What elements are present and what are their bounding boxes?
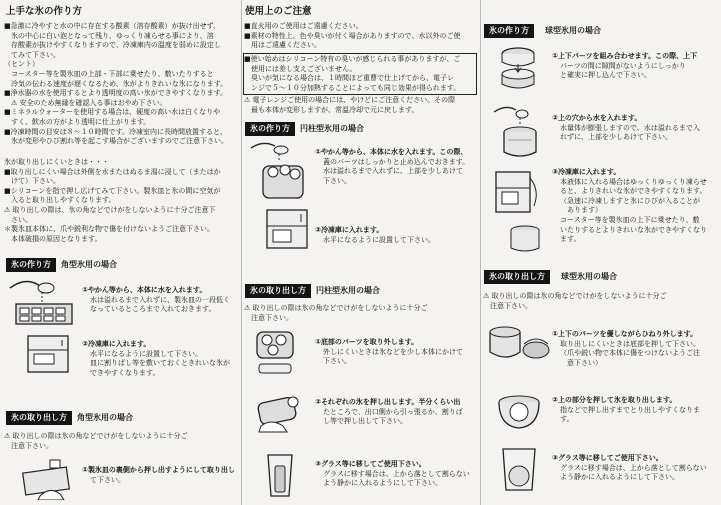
freezer-illustration <box>494 170 540 214</box>
text-line: てみて下さい。 <box>4 50 60 59</box>
column-middle <box>241 0 480 505</box>
step-line: グラス等に移してご使用下さい。 <box>557 454 663 462</box>
step-line: 上の穴から水を入れます。 <box>557 114 642 122</box>
step-number: ③ <box>552 454 558 462</box>
text-line: ■急激に冷やすと水の中に存在する酸素（溶存酸素）が抜け出せず、 <box>4 22 221 30</box>
text-line: ■シリコーンを指で押し広げてみて下さい。製氷皿と氷の間に空気が <box>4 186 221 195</box>
text-line: ■冷凍時間の目安は８～１０時間です。冷凍室内に長時間放置すると、 <box>4 127 228 136</box>
text-line: 氷の中心に白い泡となって残り、ゆっくり凍らせる事により、溶 <box>4 31 214 40</box>
step-line: できやすくなります。 <box>90 368 160 377</box>
step-line: し等で押し出して下さい。 <box>323 417 407 426</box>
step-text <box>552 52 697 62</box>
text-line: 本体破損の原因となります。 <box>4 234 102 243</box>
step-number: ① <box>552 52 558 60</box>
step-text <box>552 114 700 124</box>
make-step-1 <box>315 148 469 186</box>
take-header-cylinder <box>245 284 380 298</box>
section-label: 氷の作り方 <box>245 122 295 136</box>
make-header-sphere <box>484 24 601 38</box>
step-line: 上下パーツを組み合わせます。この際、上下 <box>557 52 698 60</box>
text-line: ⚠ 取り出しの際は氷の角などでけがをしないように十分ご <box>483 292 667 300</box>
step-text <box>82 466 235 476</box>
section-label: 氷の取り出し方 <box>6 411 72 425</box>
step-text <box>315 226 435 236</box>
step-line: 冷凍庫に入れます。 <box>320 226 384 234</box>
step-line: 指などで押し出すまでとり出しやすくなりま <box>560 405 700 414</box>
microwave-warning <box>244 96 455 115</box>
section-subtitle: 角型氷用の場合 <box>61 260 117 269</box>
step-line: ます。 <box>560 235 581 244</box>
glass-with-sphere-illustration <box>500 446 538 492</box>
section-label: 氷の作り方 <box>484 24 534 38</box>
step-line: よう静かに入れるようにして下さい。 <box>323 479 442 488</box>
step-line: 下さい。 <box>323 357 351 366</box>
step-text <box>82 286 230 296</box>
section-label: 氷の作り方 <box>6 258 56 272</box>
freezer-illustration <box>26 334 70 374</box>
take-header-sphere <box>484 270 617 284</box>
take-step-2 <box>552 396 700 425</box>
step-line: と確実に押し込んで下さい。 <box>560 71 651 80</box>
take-warning <box>4 432 188 451</box>
text-line: 注意下さい。 <box>244 313 293 322</box>
column-left <box>0 0 241 505</box>
step-line: 水量体が膨張しますので、水は溢れるまで入 <box>560 123 700 132</box>
step-line: グラスに移す場合は、上から落として割らない <box>323 469 470 478</box>
take-step-1 <box>82 466 235 485</box>
step-line: たところで、出口側から引っ張るか、割りば <box>323 407 463 416</box>
text-line: ⚠ 安全のため無縁を確認入る事はおやめ下さい。 <box>4 98 167 107</box>
make-header-cylinder <box>245 122 364 136</box>
step-line: グラスに移す場合は、上から落として割らない <box>560 463 707 472</box>
step-text <box>315 338 463 348</box>
step-line: あります） <box>560 206 602 215</box>
step-line: よう静かに入れるようにして下さい。 <box>560 473 679 482</box>
step-number: ② <box>552 114 558 122</box>
step-text <box>315 460 470 470</box>
take-step-2 <box>315 398 463 427</box>
step-line: 水平になるように設置して下さい。 <box>90 349 202 358</box>
fold-line <box>241 0 242 505</box>
text-line: 入ると取り出しやすくなります。 <box>4 196 116 205</box>
step-number: ① <box>315 148 321 156</box>
make-step-2 <box>552 114 700 143</box>
text-line: 用はご遠慮ください。 <box>244 41 321 50</box>
step-text <box>552 396 700 406</box>
usage-notes <box>244 22 460 51</box>
take-step-3 <box>552 454 707 483</box>
text-line: 使用には差し支えございません。 <box>244 64 357 73</box>
freezer-illustration <box>265 208 309 250</box>
step-line: 外しにくいときは氷などを少し本体にかけて <box>323 347 463 356</box>
text-line: ⚠ 取り出しの際は氷の角などでけがをしないように十分ご <box>4 432 188 440</box>
section-title-ice-making-tips: 上手な氷の作り方 <box>6 6 83 17</box>
step-line: 上下のパーツを優しながらひねり外します。 <box>557 330 698 338</box>
make-step-1 <box>552 52 697 81</box>
text-line: ⚠ 電子レンジご使用の場合には、やけどにご注意ください。その際 <box>244 96 456 104</box>
step-number: ① <box>82 286 88 294</box>
column-right <box>480 0 721 505</box>
step-line: 冷凍庫に入れます。 <box>557 168 621 176</box>
step-text <box>552 330 700 340</box>
take-step-1 <box>315 338 463 367</box>
step-number: ② <box>82 340 88 348</box>
step-text <box>82 340 230 350</box>
text-line: 氷が取り出しにくいときは・・・ <box>4 158 109 166</box>
make-step-2 <box>315 226 435 245</box>
text-line: コースター等を製氷皿の上部・下部に乗せたり、敷いたりすると <box>4 69 214 78</box>
section-subtitle: 球型氷用の場合 <box>545 26 601 35</box>
step-number: ② <box>315 398 321 406</box>
step-number: ① <box>82 466 88 474</box>
make-step-3 <box>552 168 707 245</box>
text-line: ■ミネラルウォーターを使用する場合は、硬度の高い水は白くなりや <box>4 108 221 117</box>
text-line: さい。 <box>4 215 32 224</box>
step-number: ③ <box>315 460 321 468</box>
take-warning <box>244 304 428 323</box>
section-subtitle: 円柱型氷用の場合 <box>300 124 364 133</box>
step-text <box>315 148 469 158</box>
step-line: 蓋のパーツはしっかりと止め込んでおきます。 <box>323 157 470 166</box>
take-header-square <box>6 411 133 425</box>
kettle-pour-tray-illustration <box>6 276 78 328</box>
text-line: ⚠ 取り出しの際は、氷の角などでけがをしないように十分ご注意下 <box>4 205 216 214</box>
text-line: 存酸素が抜けやすくなりますので、冷凍庫内の温度を弱めに設定し <box>4 41 221 50</box>
step-line: 水平になるように設置して下さい。 <box>323 235 435 244</box>
step-line: グラス等に移してご使用下さい。 <box>320 460 426 468</box>
step-line: やかん等から、本体に水を入れます。 <box>87 286 207 294</box>
intro-text-block <box>4 22 228 147</box>
text-line: 氷が変形やひび割れ等を起こす場合がございますのでご注意下さい。 <box>4 137 228 146</box>
text-line: ■直火用のご使用はご遠慮ください。 <box>244 22 363 30</box>
step-line: 冷凍庫に入れます。 <box>87 340 151 348</box>
text-line: ⚠ 取り出しの際は氷の角などでけがをしないように十分ご <box>244 304 428 312</box>
text-line: ＊製氷皿本体に、爪や鋭利な物で傷を付けないようご注意下さい。 <box>4 225 214 234</box>
text-line: ■浄水器の水を使用するとより透明度の高い氷ができやすくなります。 <box>4 89 228 98</box>
step-line: いたりするとよりきれいな氷ができやすくなり <box>560 225 707 234</box>
hard-release-tips <box>4 158 221 244</box>
text-line: ■取り出しにくい場合は外側を水またはぬるま湯に浸して（またはか <box>4 167 221 176</box>
text-line: すく、飲水の方がより透明に仕上がります。 <box>4 117 151 126</box>
step-line: やかん等から、本体に水を入れます。この際、 <box>320 148 468 156</box>
step-line: ると、よりきれいな氷ができやすくなります。 <box>560 187 707 196</box>
step-number: ② <box>552 396 558 404</box>
text-line: 冷気の伝わる速度が遅くなるため、氷がよりきれいな氷になります。 <box>4 79 228 88</box>
cylinder-mold-pour-illustration <box>249 140 313 202</box>
step-line: それぞれの氷を押し出します。半分くらい出 <box>320 398 461 406</box>
section-label: 氷の取り出し方 <box>484 270 550 284</box>
remove-bottom-illustration <box>253 328 297 376</box>
step-line: す。 <box>560 415 574 424</box>
make-step-2 <box>82 340 230 378</box>
step-number: ② <box>315 226 321 234</box>
step-line: 水は溢れるまで入れずに、上部を少しあけて <box>323 167 463 176</box>
take-step-1 <box>552 330 700 368</box>
silicone-odor-note-box <box>243 53 477 95</box>
push-out-cylinder-illustration <box>253 392 303 434</box>
text-line: 臭いが気になる場合は、１時間ほど重曹で仕上げてから、電子レ <box>244 74 454 83</box>
section-subtitle: 球型氷用の場合 <box>561 272 617 281</box>
step-line: 本液体に入れる場合はゆっくりゆっくり凍らせ <box>560 177 707 186</box>
text-line: ンジで５～１０分加熱することによっても同じ効果が得られます。 <box>244 83 461 92</box>
text-line: 最も本体が変形しますが、常温冷却で元に戻します。 <box>244 105 419 114</box>
step-number: ① <box>315 338 321 346</box>
text-line: 注意下さい。 <box>483 301 532 310</box>
step-line: （急速に冷凍しますと氷にひびが入ることが <box>560 196 700 205</box>
text-line: けて）下さい。 <box>4 177 60 186</box>
section-title-usage-notes: 使用上のご注意 <box>245 6 312 17</box>
make-header-square <box>6 258 117 272</box>
make-step-1 <box>82 286 230 315</box>
step-line: 取り出しにくいときは底部を押して下さい。 <box>560 339 700 348</box>
step-line: て下さい。 <box>90 475 125 484</box>
take-warning <box>483 292 667 311</box>
coaster-illustration <box>508 224 542 254</box>
step-line: れずに、上部を少しあけて下さい。 <box>560 133 672 142</box>
step-line: なっているところまで入れておきます。 <box>90 305 216 314</box>
sphere-mold-assembly-illustration <box>494 44 542 94</box>
text-line: （ヒント） <box>4 60 39 69</box>
push-out-illustration <box>20 456 78 500</box>
text-line: 注意下さい。 <box>4 441 53 450</box>
step-text <box>315 398 463 408</box>
step-line: 下さい。 <box>323 176 351 185</box>
text-line: ■素材の特性上、色や臭いが付く場合がありますので、水以外のご使 <box>244 31 461 40</box>
fold-line <box>480 0 481 505</box>
sphere-push-illustration <box>494 388 544 432</box>
step-line: 意下さい） <box>560 358 602 367</box>
step-line: 製氷皿の裏側から押し出すようにして取り出し <box>87 466 235 474</box>
section-label: 氷の取り出し方 <box>245 284 311 298</box>
step-line: 上の部分を押して氷を取り出します。 <box>557 396 677 404</box>
step-text <box>552 168 707 178</box>
step-text <box>552 454 707 464</box>
step-line: 水は溢れるまで入れずに、製氷皿の一段低く <box>90 295 230 304</box>
step-line: パーツの間に隙間がないようにしっかり <box>560 61 686 70</box>
sphere-fill-illustration <box>490 104 546 162</box>
twist-open-illustration <box>484 322 552 368</box>
section-subtitle: 円柱型氷用の場合 <box>316 286 380 295</box>
section-subtitle: 角型氷用の場合 <box>77 413 133 422</box>
step-line: （爪や鋭い物で本体に傷をつけないようご注 <box>560 349 700 358</box>
step-line: 皿に割りばし等を敷いておくときれいな氷が <box>90 359 230 368</box>
step-number: ① <box>552 330 558 338</box>
step-line: コースター等を製氷皿の上下に乗せたり、敷 <box>560 215 700 224</box>
take-step-3 <box>315 460 470 489</box>
step-line: 底部のパーツを取り外します。 <box>320 338 419 346</box>
step-number: ③ <box>552 168 558 176</box>
text-line: ■使い始めはシリコーン特有の臭いが感じられる事がありますが、ご <box>244 55 461 63</box>
glass-illustration <box>265 452 295 498</box>
